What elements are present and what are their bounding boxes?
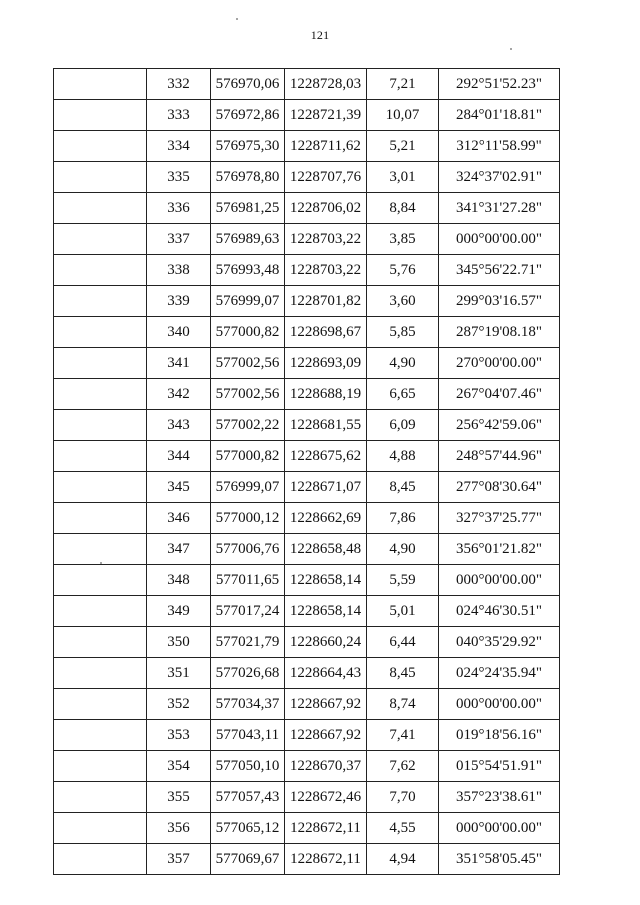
x-coordinate-cell: 577002,22 xyxy=(211,410,285,441)
blank-cell xyxy=(54,751,147,782)
length-cell: 6,65 xyxy=(367,379,439,410)
length-cell: 3,60 xyxy=(367,286,439,317)
x-coordinate-cell: 577034,37 xyxy=(211,689,285,720)
table-row xyxy=(54,348,560,379)
y-coordinate-cell: 1228658,14 xyxy=(285,596,367,627)
length-cell: 8,45 xyxy=(367,658,439,689)
blank-cell xyxy=(54,379,147,410)
y-coordinate-cell: 1228662,69 xyxy=(285,503,367,534)
point-number-cell: 342 xyxy=(147,379,211,410)
length-cell: 3,85 xyxy=(367,224,439,255)
y-coordinate-cell: 1228701,82 xyxy=(285,286,367,317)
blank-cell xyxy=(54,100,147,131)
table-row xyxy=(54,379,560,410)
scan-speck xyxy=(510,48,512,50)
length-cell: 4,88 xyxy=(367,441,439,472)
angle-cell: 000°00'00.00" xyxy=(439,565,560,596)
x-coordinate-cell: 576999,07 xyxy=(211,286,285,317)
x-coordinate-cell: 577050,10 xyxy=(211,751,285,782)
blank-cell xyxy=(54,286,147,317)
page-number: 121 xyxy=(310,28,330,42)
point-number-cell: 340 xyxy=(147,317,211,348)
point-number-cell: 356 xyxy=(147,813,211,844)
point-number-cell: 341 xyxy=(147,348,211,379)
point-number-cell: 332 xyxy=(147,69,211,100)
angle-cell: 270°00'00.00" xyxy=(439,348,560,379)
y-coordinate-cell: 1228698,67 xyxy=(285,317,367,348)
point-number-cell: 337 xyxy=(147,224,211,255)
y-coordinate-cell: 1228664,43 xyxy=(285,658,367,689)
length-cell: 6,09 xyxy=(367,410,439,441)
angle-cell: 351°58'05.45" xyxy=(439,844,560,875)
table-row xyxy=(54,534,560,565)
angle-cell: 019°18'56.16" xyxy=(439,720,560,751)
angle-cell: 327°37'25.77" xyxy=(439,503,560,534)
length-cell: 7,21 xyxy=(367,69,439,100)
point-number-cell: 354 xyxy=(147,751,211,782)
blank-cell xyxy=(54,720,147,751)
length-cell: 4,90 xyxy=(367,348,439,379)
y-coordinate-cell: 1228670,37 xyxy=(285,751,367,782)
blank-cell xyxy=(54,782,147,813)
point-number-cell: 357 xyxy=(147,844,211,875)
y-coordinate-cell: 1228667,92 xyxy=(285,689,367,720)
y-coordinate-cell: 1228671,07 xyxy=(285,472,367,503)
angle-cell: 267°04'07.46" xyxy=(439,379,560,410)
x-coordinate-cell: 576989,63 xyxy=(211,224,285,255)
length-cell: 8,84 xyxy=(367,193,439,224)
blank-cell xyxy=(54,131,147,162)
table-row xyxy=(54,751,560,782)
angle-cell: 312°11'58.99" xyxy=(439,131,560,162)
point-number-cell: 348 xyxy=(147,565,211,596)
length-cell: 6,44 xyxy=(367,627,439,658)
x-coordinate-cell: 576970,06 xyxy=(211,69,285,100)
y-coordinate-cell: 1228681,55 xyxy=(285,410,367,441)
y-coordinate-cell: 1228706,02 xyxy=(285,193,367,224)
x-coordinate-cell: 577069,67 xyxy=(211,844,285,875)
angle-cell: 299°03'16.57" xyxy=(439,286,560,317)
table-row xyxy=(54,658,560,689)
table-row xyxy=(54,317,560,348)
angle-cell: 357°23'38.61" xyxy=(439,782,560,813)
x-coordinate-cell: 576999,07 xyxy=(211,472,285,503)
blank-cell xyxy=(54,596,147,627)
x-coordinate-cell: 577000,82 xyxy=(211,441,285,472)
table-row xyxy=(54,131,560,162)
angle-cell: 000°00'00.00" xyxy=(439,689,560,720)
y-coordinate-cell: 1228707,76 xyxy=(285,162,367,193)
table-row xyxy=(54,286,560,317)
y-coordinate-cell: 1228703,22 xyxy=(285,224,367,255)
length-cell: 4,94 xyxy=(367,844,439,875)
table-row xyxy=(54,100,560,131)
blank-cell xyxy=(54,162,147,193)
length-cell: 5,76 xyxy=(367,255,439,286)
point-number-cell: 336 xyxy=(147,193,211,224)
angle-cell: 248°57'44.96" xyxy=(439,441,560,472)
point-number-cell: 334 xyxy=(147,131,211,162)
point-number-cell: 339 xyxy=(147,286,211,317)
y-coordinate-cell: 1228672,11 xyxy=(285,813,367,844)
length-cell: 7,70 xyxy=(367,782,439,813)
x-coordinate-cell: 577021,79 xyxy=(211,627,285,658)
length-cell: 5,85 xyxy=(367,317,439,348)
angle-cell: 284°01'18.81" xyxy=(439,100,560,131)
blank-cell xyxy=(54,410,147,441)
table-row xyxy=(54,596,560,627)
blank-cell xyxy=(54,224,147,255)
table-row xyxy=(54,689,560,720)
blank-cell xyxy=(54,658,147,689)
y-coordinate-cell: 1228728,03 xyxy=(285,69,367,100)
y-coordinate-cell: 1228672,46 xyxy=(285,782,367,813)
angle-cell: 000°00'00.00" xyxy=(439,813,560,844)
scan-speck xyxy=(236,18,238,20)
length-cell: 3,01 xyxy=(367,162,439,193)
table-row xyxy=(54,441,560,472)
angle-cell: 345°56'22.71" xyxy=(439,255,560,286)
x-coordinate-cell: 576975,30 xyxy=(211,131,285,162)
y-coordinate-cell: 1228660,24 xyxy=(285,627,367,658)
y-coordinate-cell: 1228658,14 xyxy=(285,565,367,596)
angle-cell: 292°51'52.23" xyxy=(439,69,560,100)
angle-cell: 040°35'29.92" xyxy=(439,627,560,658)
y-coordinate-cell: 1228672,11 xyxy=(285,844,367,875)
length-cell: 10,07 xyxy=(367,100,439,131)
blank-cell xyxy=(54,441,147,472)
blank-cell xyxy=(54,69,147,100)
table-row xyxy=(54,162,560,193)
x-coordinate-cell: 577065,12 xyxy=(211,813,285,844)
blank-cell xyxy=(54,689,147,720)
angle-cell: 256°42'59.06" xyxy=(439,410,560,441)
length-cell: 5,59 xyxy=(367,565,439,596)
point-number-cell: 355 xyxy=(147,782,211,813)
point-number-cell: 338 xyxy=(147,255,211,286)
x-coordinate-cell: 577011,65 xyxy=(211,565,285,596)
table-row xyxy=(54,844,560,875)
length-cell: 7,86 xyxy=(367,503,439,534)
length-cell: 8,74 xyxy=(367,689,439,720)
x-coordinate-cell: 576993,48 xyxy=(211,255,285,286)
point-number-cell: 333 xyxy=(147,100,211,131)
y-coordinate-cell: 1228703,22 xyxy=(285,255,367,286)
length-cell: 4,90 xyxy=(367,534,439,565)
x-coordinate-cell: 577043,11 xyxy=(211,720,285,751)
x-coordinate-cell: 576972,86 xyxy=(211,100,285,131)
length-cell: 7,62 xyxy=(367,751,439,782)
table-row xyxy=(54,627,560,658)
length-cell: 8,45 xyxy=(367,472,439,503)
blank-cell xyxy=(54,627,147,658)
table-row xyxy=(54,503,560,534)
point-number-cell: 345 xyxy=(147,472,211,503)
blank-cell xyxy=(54,317,147,348)
point-number-cell: 350 xyxy=(147,627,211,658)
blank-cell xyxy=(54,534,147,565)
coordinates-table xyxy=(53,68,560,875)
angle-cell: 341°31'27.28" xyxy=(439,193,560,224)
blank-cell xyxy=(54,565,147,596)
angle-cell: 277°08'30.64" xyxy=(439,472,560,503)
table-row xyxy=(54,472,560,503)
length-cell: 5,01 xyxy=(367,596,439,627)
blank-cell xyxy=(54,348,147,379)
point-number-cell: 352 xyxy=(147,689,211,720)
table-row xyxy=(54,813,560,844)
x-coordinate-cell: 577002,56 xyxy=(211,348,285,379)
point-number-cell: 343 xyxy=(147,410,211,441)
x-coordinate-cell: 577000,82 xyxy=(211,317,285,348)
table-row xyxy=(54,565,560,596)
point-number-cell: 351 xyxy=(147,658,211,689)
length-cell: 7,41 xyxy=(367,720,439,751)
angle-cell: 324°37'02.91" xyxy=(439,162,560,193)
blank-cell xyxy=(54,844,147,875)
point-number-cell: 347 xyxy=(147,534,211,565)
x-coordinate-cell: 577006,76 xyxy=(211,534,285,565)
angle-cell: 000°00'00.00" xyxy=(439,224,560,255)
blank-cell xyxy=(54,255,147,286)
y-coordinate-cell: 1228711,62 xyxy=(285,131,367,162)
y-coordinate-cell: 1228675,62 xyxy=(285,441,367,472)
y-coordinate-cell: 1228693,09 xyxy=(285,348,367,379)
x-coordinate-cell: 577057,43 xyxy=(211,782,285,813)
length-cell: 4,55 xyxy=(367,813,439,844)
point-number-cell: 349 xyxy=(147,596,211,627)
table-row xyxy=(54,410,560,441)
table-row xyxy=(54,255,560,286)
y-coordinate-cell: 1228688,19 xyxy=(285,379,367,410)
coordinates-table-body xyxy=(54,69,560,875)
x-coordinate-cell: 577026,68 xyxy=(211,658,285,689)
table-row xyxy=(54,193,560,224)
point-number-cell: 344 xyxy=(147,441,211,472)
blank-cell xyxy=(54,472,147,503)
angle-cell: 024°24'35.94" xyxy=(439,658,560,689)
angle-cell: 356°01'21.82" xyxy=(439,534,560,565)
table-row xyxy=(54,720,560,751)
point-number-cell: 335 xyxy=(147,162,211,193)
point-number-cell: 346 xyxy=(147,503,211,534)
length-cell: 5,21 xyxy=(367,131,439,162)
table-row xyxy=(54,224,560,255)
x-coordinate-cell: 577002,56 xyxy=(211,379,285,410)
blank-cell xyxy=(54,813,147,844)
y-coordinate-cell: 1228658,48 xyxy=(285,534,367,565)
x-coordinate-cell: 576978,80 xyxy=(211,162,285,193)
blank-cell xyxy=(54,193,147,224)
x-coordinate-cell: 577000,12 xyxy=(211,503,285,534)
angle-cell: 287°19'08.18" xyxy=(439,317,560,348)
table-row xyxy=(54,69,560,100)
point-number-cell: 353 xyxy=(147,720,211,751)
x-coordinate-cell: 577017,24 xyxy=(211,596,285,627)
table-row xyxy=(54,782,560,813)
angle-cell: 024°46'30.51" xyxy=(439,596,560,627)
x-coordinate-cell: 576981,25 xyxy=(211,193,285,224)
angle-cell: 015°54'51.91" xyxy=(439,751,560,782)
blank-cell xyxy=(54,503,147,534)
y-coordinate-cell: 1228667,92 xyxy=(285,720,367,751)
y-coordinate-cell: 1228721,39 xyxy=(285,100,367,131)
